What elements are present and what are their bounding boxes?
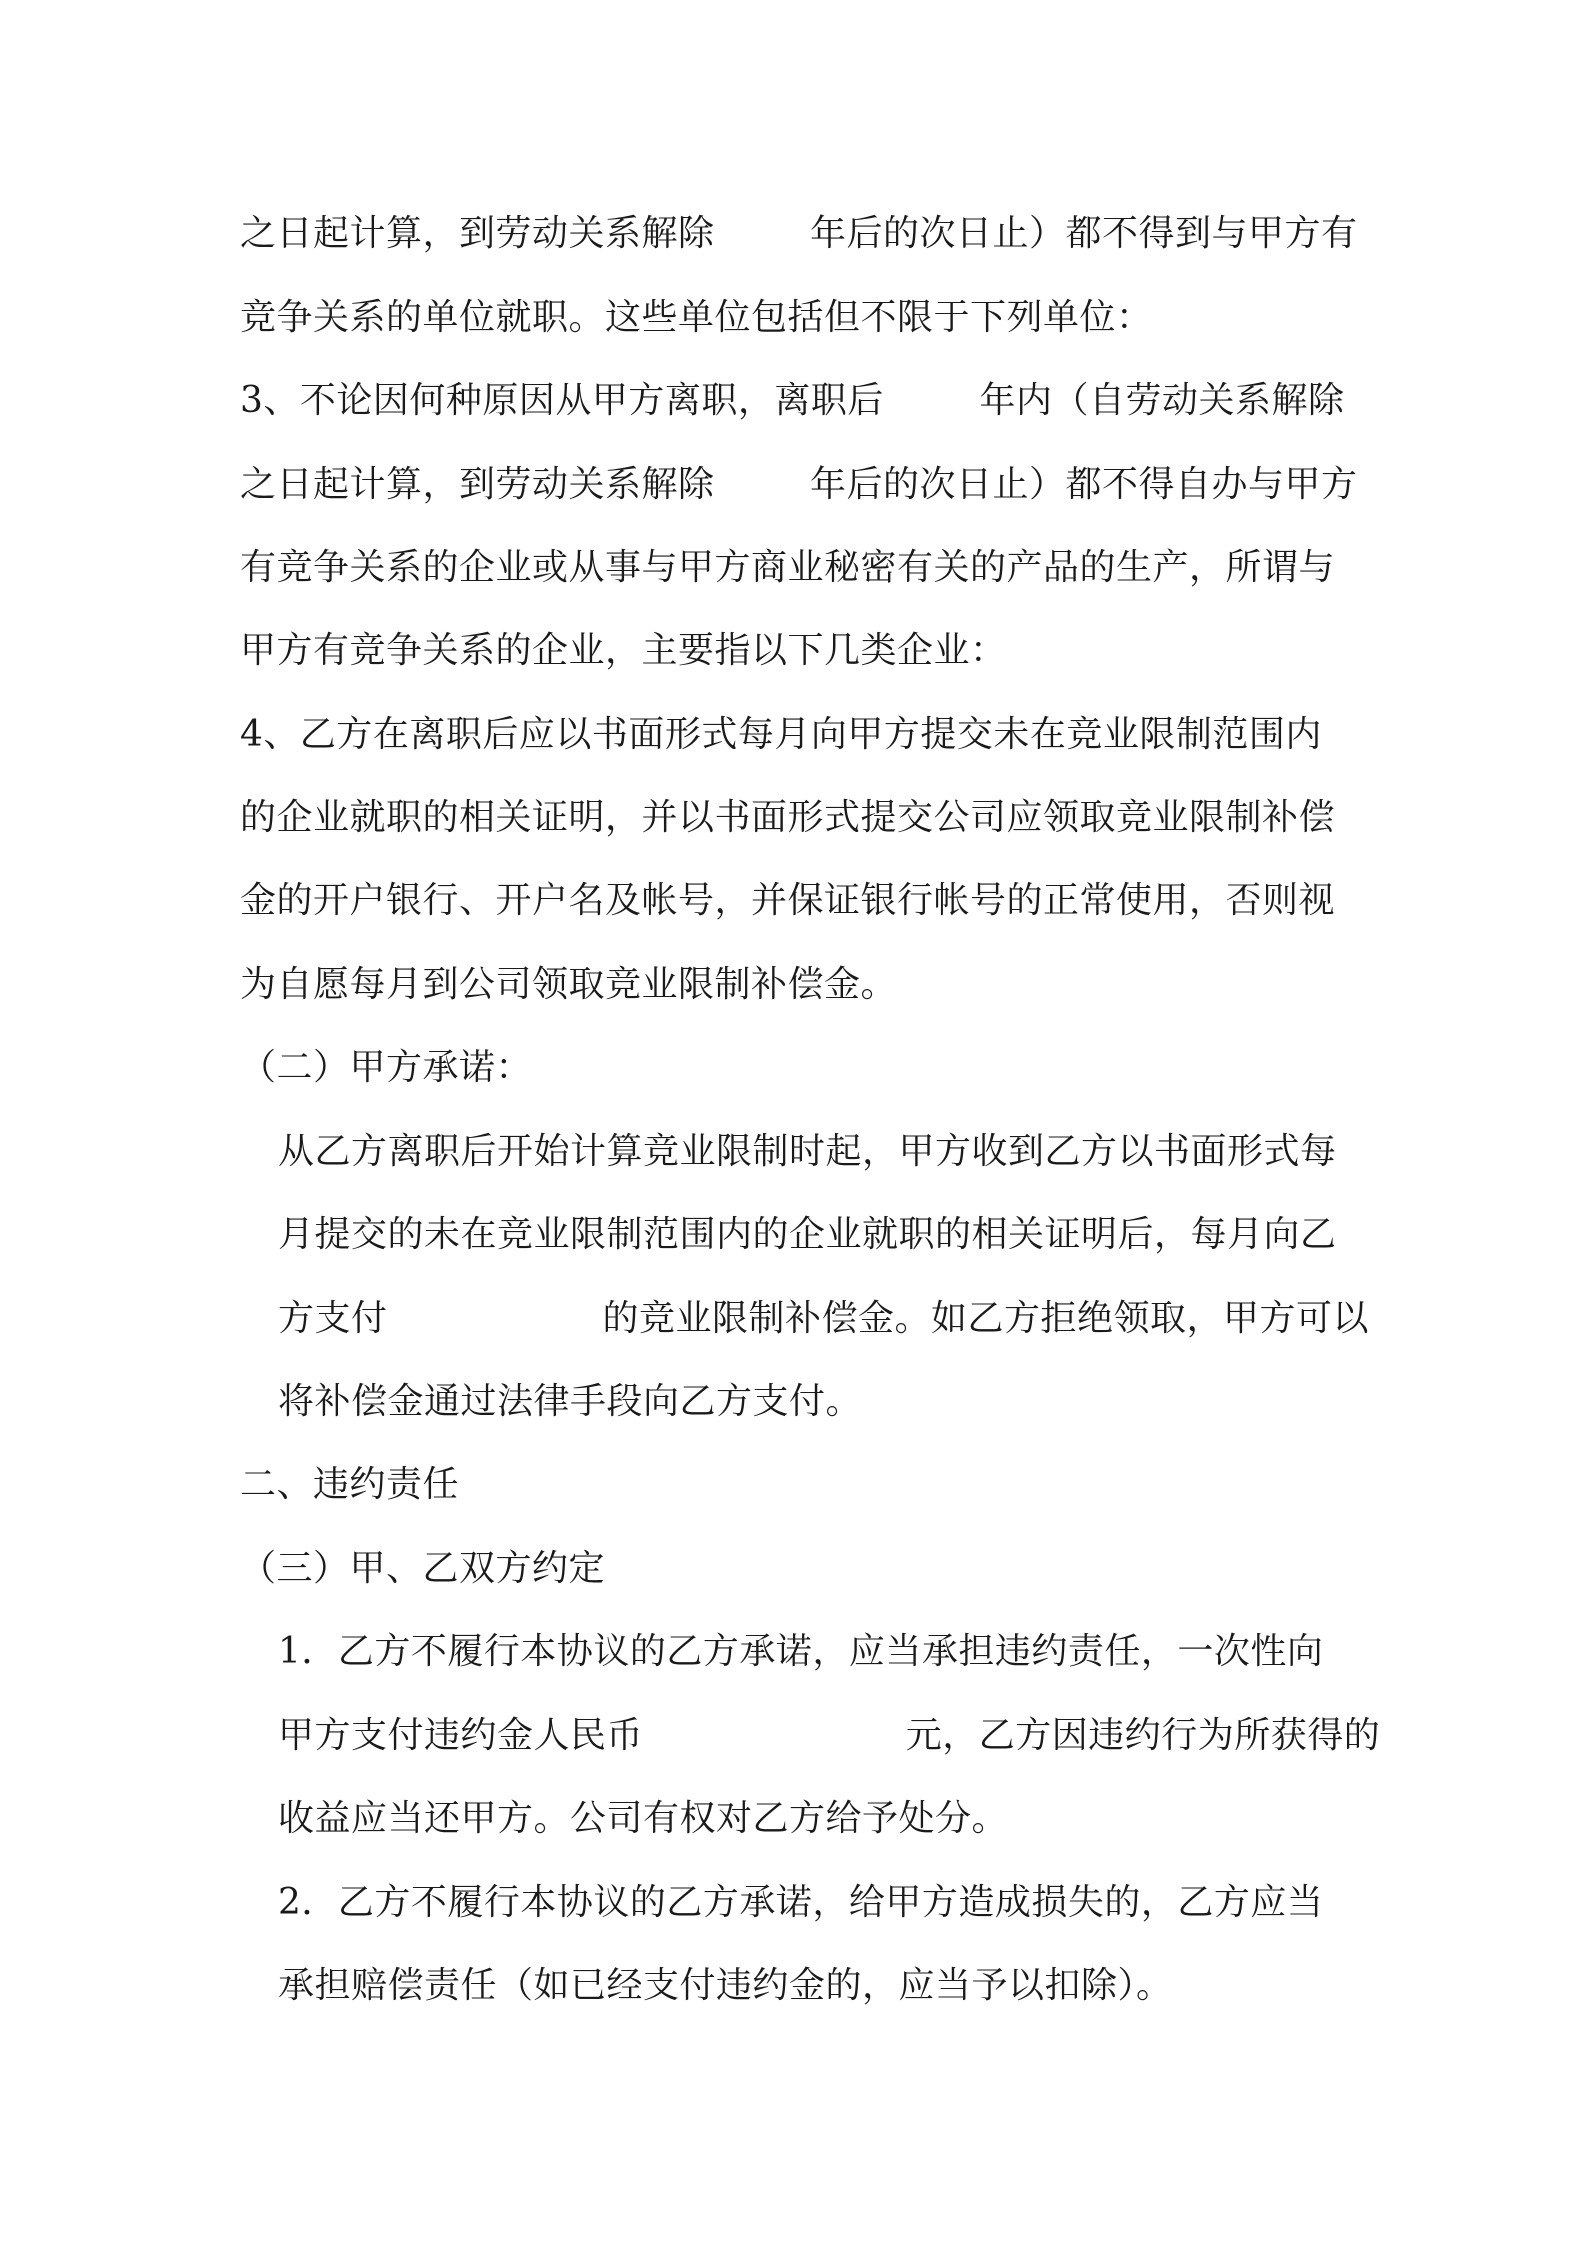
section-heading-liability: 二、违约责任 (240, 1464, 460, 1505)
section-heading-mutual-agreement: （三）甲、乙双方约定 (240, 1548, 606, 1589)
body-text-line: 甲方支付违约金人民币 元，乙方因违约行为所获得的 (278, 1715, 1381, 1756)
body-text-line: 甲方有竞争关系的企业，主要指以下几类企业： (240, 630, 1007, 671)
body-text-line: 有竞争关系的企业或从事与甲方商业秘密有关的产品的生产，所谓与 (240, 547, 1336, 588)
clause-4-text: 4、乙方在离职后应以书面形式每月向甲方提交未在竞业限制范围内 (240, 714, 1322, 755)
body-text-line: 之日起计算，到劳动关系解除 年后的次日止）都不得自办与甲方 (240, 464, 1358, 505)
body-text-line: 方支付 的竞业限制补偿金。如乙方拒绝领取，甲方可以 (278, 1298, 1369, 1339)
liability-item-2-text: 2．乙方不履行本协议的乙方承诺，给甲方造成损失的，乙方应当 (278, 1882, 1324, 1923)
body-text-line: 竞争关系的单位就职。这些单位包括但不限于下列单位： (240, 297, 1153, 338)
body-text-line: 之日起计算，到劳动关系解除 年后的次日止）都不得到与甲方有 (240, 213, 1358, 254)
clause-3-text: 3、不论因何种原因从甲方离职，离职后 年内（自劳动关系解除 (240, 380, 1345, 421)
body-text-line: 为自愿每月到公司领取竞业限制补偿金。 (240, 964, 898, 1005)
body-text-line: 将补偿金通过法律手段向乙方支付。 (278, 1381, 863, 1422)
body-text-line: 收益应当还甲方。公司有权对乙方给予处分。 (278, 1798, 1009, 1839)
body-text-line: 的企业就职的相关证明，并以书面形式提交公司应领取竞业限制补偿 (240, 797, 1336, 838)
body-text-line: 月提交的未在竞业限制范围内的企业就职的相关证明后，每月向乙 (278, 1214, 1337, 1255)
body-text-line: 从乙方离职后开始计算竞业限制时起，甲方收到乙方以书面形式每 (278, 1131, 1337, 1172)
liability-item-1-text: 1．乙方不履行本协议的乙方承诺，应当承担违约责任，一次性向 (278, 1631, 1324, 1672)
body-text-line: 金的开户银行、开户名及帐号，并保证银行帐号的正常使用，否则视 (240, 880, 1336, 921)
body-text-line: 承担赔偿责任（如已经支付违约金的，应当予以扣除）。 (278, 1965, 1173, 2006)
section-heading-party-a-commitment: （二）甲方承诺： (240, 1047, 533, 1088)
